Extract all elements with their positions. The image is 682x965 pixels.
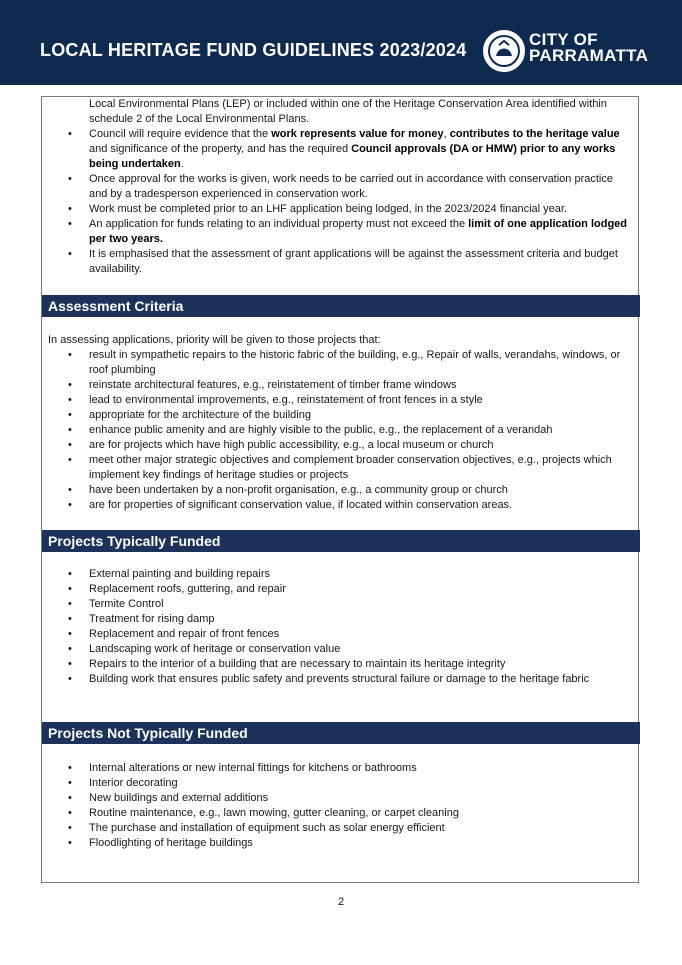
list-item: • Treatment for rising damp — [68, 613, 215, 625]
assessment-intro: In assessing applications, priority will be given to those projects that: — [48, 334, 381, 346]
list-item: • Work must be completed prior to an LHF application being lodged, in the 2023/2024 financial year. — [68, 203, 567, 215]
list-item: • are for projects which have high public accessibility, e.g., a local museum or church — [68, 439, 494, 451]
list-item: • Building work that ensures public safety and prevents structural failure or damage to the heritage fabric — [68, 673, 590, 685]
list-item: • Landscaping work of heritage or conservation value — [68, 643, 341, 655]
list-item: • enhance public amenity and are highly visible to the public, e.g., the replacement of a verandah — [68, 424, 553, 436]
crest-emblem-icon — [485, 32, 523, 70]
assessment-criteria-heading: Assessment Criteria — [42, 295, 640, 317]
list-item: • New buildings and external additions — [68, 792, 269, 804]
list-item: • It is emphasised that the assessment of grant applications will be against the assessment criteria and budget availability. — [68, 248, 618, 275]
content-frame — [41, 96, 639, 883]
continued-paragraph: Local Environmental Plans (LEP) or included within one of the Heritage Conservation Area identified within schedule 2 of the Local Environmental Plans. — [89, 98, 607, 125]
list-item: • Floodlighting of heritage buildings — [68, 837, 253, 849]
funded-list — [42, 567, 632, 687]
list-item: • Council will require evidence that the work represents value for money, contributes to the heritage value and significance of the property, and has the required Council approvals (DA or HMW) prior to any works being undertaken. — [68, 128, 620, 170]
list-item: • Replacement and repair of front fences — [68, 628, 280, 640]
list-item: • Internal alterations or new internal fittings for kitchens or bathrooms — [68, 762, 417, 774]
assessment-list — [42, 348, 632, 513]
list-item: • meet other major strategic objectives and complement broader conservation objectives, e.g., projects which implement key findings of heritage studies or projects — [68, 454, 612, 481]
not-funded-list — [42, 761, 632, 851]
list-item: • An application for funds relating to an individual property must not exceed the limit of one application lodged per two years. — [68, 218, 628, 245]
list-item: • Interior decorating — [68, 777, 178, 789]
list-item: • Once approval for the works is given, work needs to be carried out in accordance with conservation practice and by a tradesperson experienced in conservation work. — [68, 173, 613, 200]
list-item: • reinstate architectural features, e.g., reinstatement of timber frame windows — [68, 379, 457, 391]
logo-line-1: CITY OF — [529, 30, 598, 49]
list-item: • Routine maintenance, e.g., lawn mowing, gutter cleaning, or carpet cleaning — [68, 807, 459, 819]
list-item: • result in sympathetic repairs to the historic fabric of the building, e.g., Repair of walls, verandahs, windows, or roof plumbing — [68, 349, 621, 376]
funded-heading: Projects Typically Funded — [42, 530, 640, 552]
list-item: • Termite Control — [68, 598, 164, 610]
city-logo — [483, 30, 663, 72]
list-item: • have been undertaken by a non-profit organisation, e.g., a community group or church — [68, 484, 508, 496]
list-item: • lead to environmental improvements, e.g., reinstatement of front fences in a style — [68, 394, 483, 406]
intro-bullet-list — [42, 127, 632, 277]
list-item: • Repairs to the interior of a building that are necessary to maintain its heritage integrity — [68, 658, 506, 670]
document-title: LOCAL HERITAGE FUND GUIDELINES 2023/2024 — [40, 40, 467, 60]
not-funded-heading: Projects Not Typically Funded — [42, 722, 640, 744]
logo-wordmark — [529, 32, 648, 64]
list-item: • External painting and building repairs — [68, 568, 271, 580]
list-item: • appropriate for the architecture of the building — [68, 409, 311, 421]
page-header — [0, 0, 682, 85]
page-number: 2 — [337, 896, 345, 908]
list-item: • are for properties of significant conservation value, if located within conservation areas. — [68, 499, 513, 511]
list-item: • The purchase and installation of equipment such as solar energy efficient — [68, 822, 445, 834]
city-crest-icon — [483, 30, 525, 72]
logo-line-2: PARRAMATTA — [529, 46, 649, 65]
list-item: • Replacement roofs, guttering, and repair — [68, 583, 286, 595]
